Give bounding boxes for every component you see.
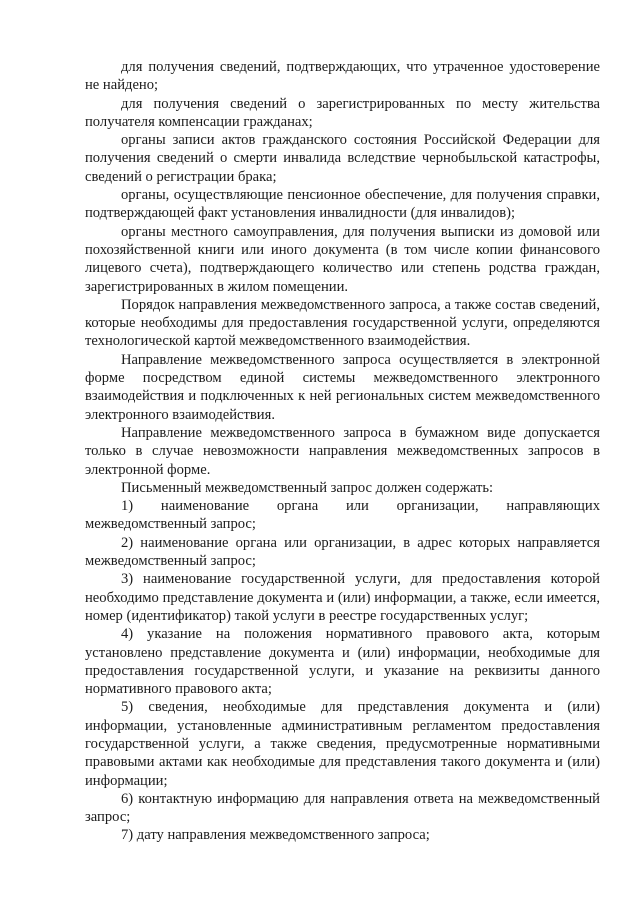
request-item-2: 2) наименование органа или организации, в адрес которых направляется межведомственный запрос; — [85, 534, 600, 570]
list-item-registered-citizens: для получения сведений о зарегистрированных по месту жительства получателя компенсации гражданах; — [85, 95, 600, 130]
paragraph-electronic-form: Направление межведомственного запроса осуществляется в электронной форме посредством единой системы межведомственного электронного взаимодействия и подключенных к ней региональных систем межведомственного электронного взаимодействия. — [85, 351, 600, 423]
request-item-5: 5) сведения, необходимые для представления документа и (или) информации, установленные административным регламентом предоставления государственной услуги, а также сведения, предусмотренные нормативными правовыми актами как необходимые для представления такого документа и (или) информации; — [85, 699, 600, 789]
paragraph-request-contents: Письменный межведомственный запрос должен содержать: — [121, 479, 494, 496]
request-item-3: 3) наименование государственной услуги, для предоставления которой необходимо представление документа и (или) информации, а также, если имеется, номер (идентификатор) такой услуги в реестре государственных услуг; — [85, 571, 600, 624]
list-item-passport-lost: для получения сведений, подтверждающих, что утраченное удостоверение не найдено; — [85, 59, 600, 94]
list-item-pension-bodies: органы, осуществляющие пенсионное обеспечение, для получения справки, подтверждающей факт установления инвалидности (для инвалидов); — [85, 187, 600, 222]
list-item-local-government: органы местного самоуправления, для получения выписки из домовой или похозяйственной книги или иного документа (в том числе копии финансового лицевого счета), подтверждающего количество или степень родства граждан, зарегистрированных в жилом помещении. — [85, 223, 600, 295]
request-item-4: 4) указание на положения нормативного правового акта, которым установлено представление документа и (или) информации, необходимые для предоставления государственной услуги, и указание на реквизиты данного нормативного правового акта; — [85, 626, 600, 698]
paragraph-request-procedure: Порядок направления межведомственного запроса, а также состав сведений, которые необходимы для предоставления государственной услуги, определяются технологической картой межведомственного взаимодействия. — [85, 296, 600, 350]
request-item-7: 7) дату направления межведомственного запроса; — [121, 827, 430, 844]
request-item-1: 1) наименование органа или организации, направляющих межведомственный запрос; — [85, 498, 600, 533]
request-item-6: 6) контактную информацию для направления ответа на межведомственный запрос; — [85, 790, 600, 826]
list-item-civil-registry: органы записи актов гражданского состояния Российской Федерации для получения сведений о смерти инвалида вследствие чернобыльской катастрофы, сведений о регистрации брака; — [85, 132, 600, 185]
document-body — [85, 58, 600, 845]
paragraph-paper-form: Направление межведомственного запроса в бумажном виде допускается только в случае невозможности направления межведомственных запросов в электронной форме. — [85, 424, 600, 478]
